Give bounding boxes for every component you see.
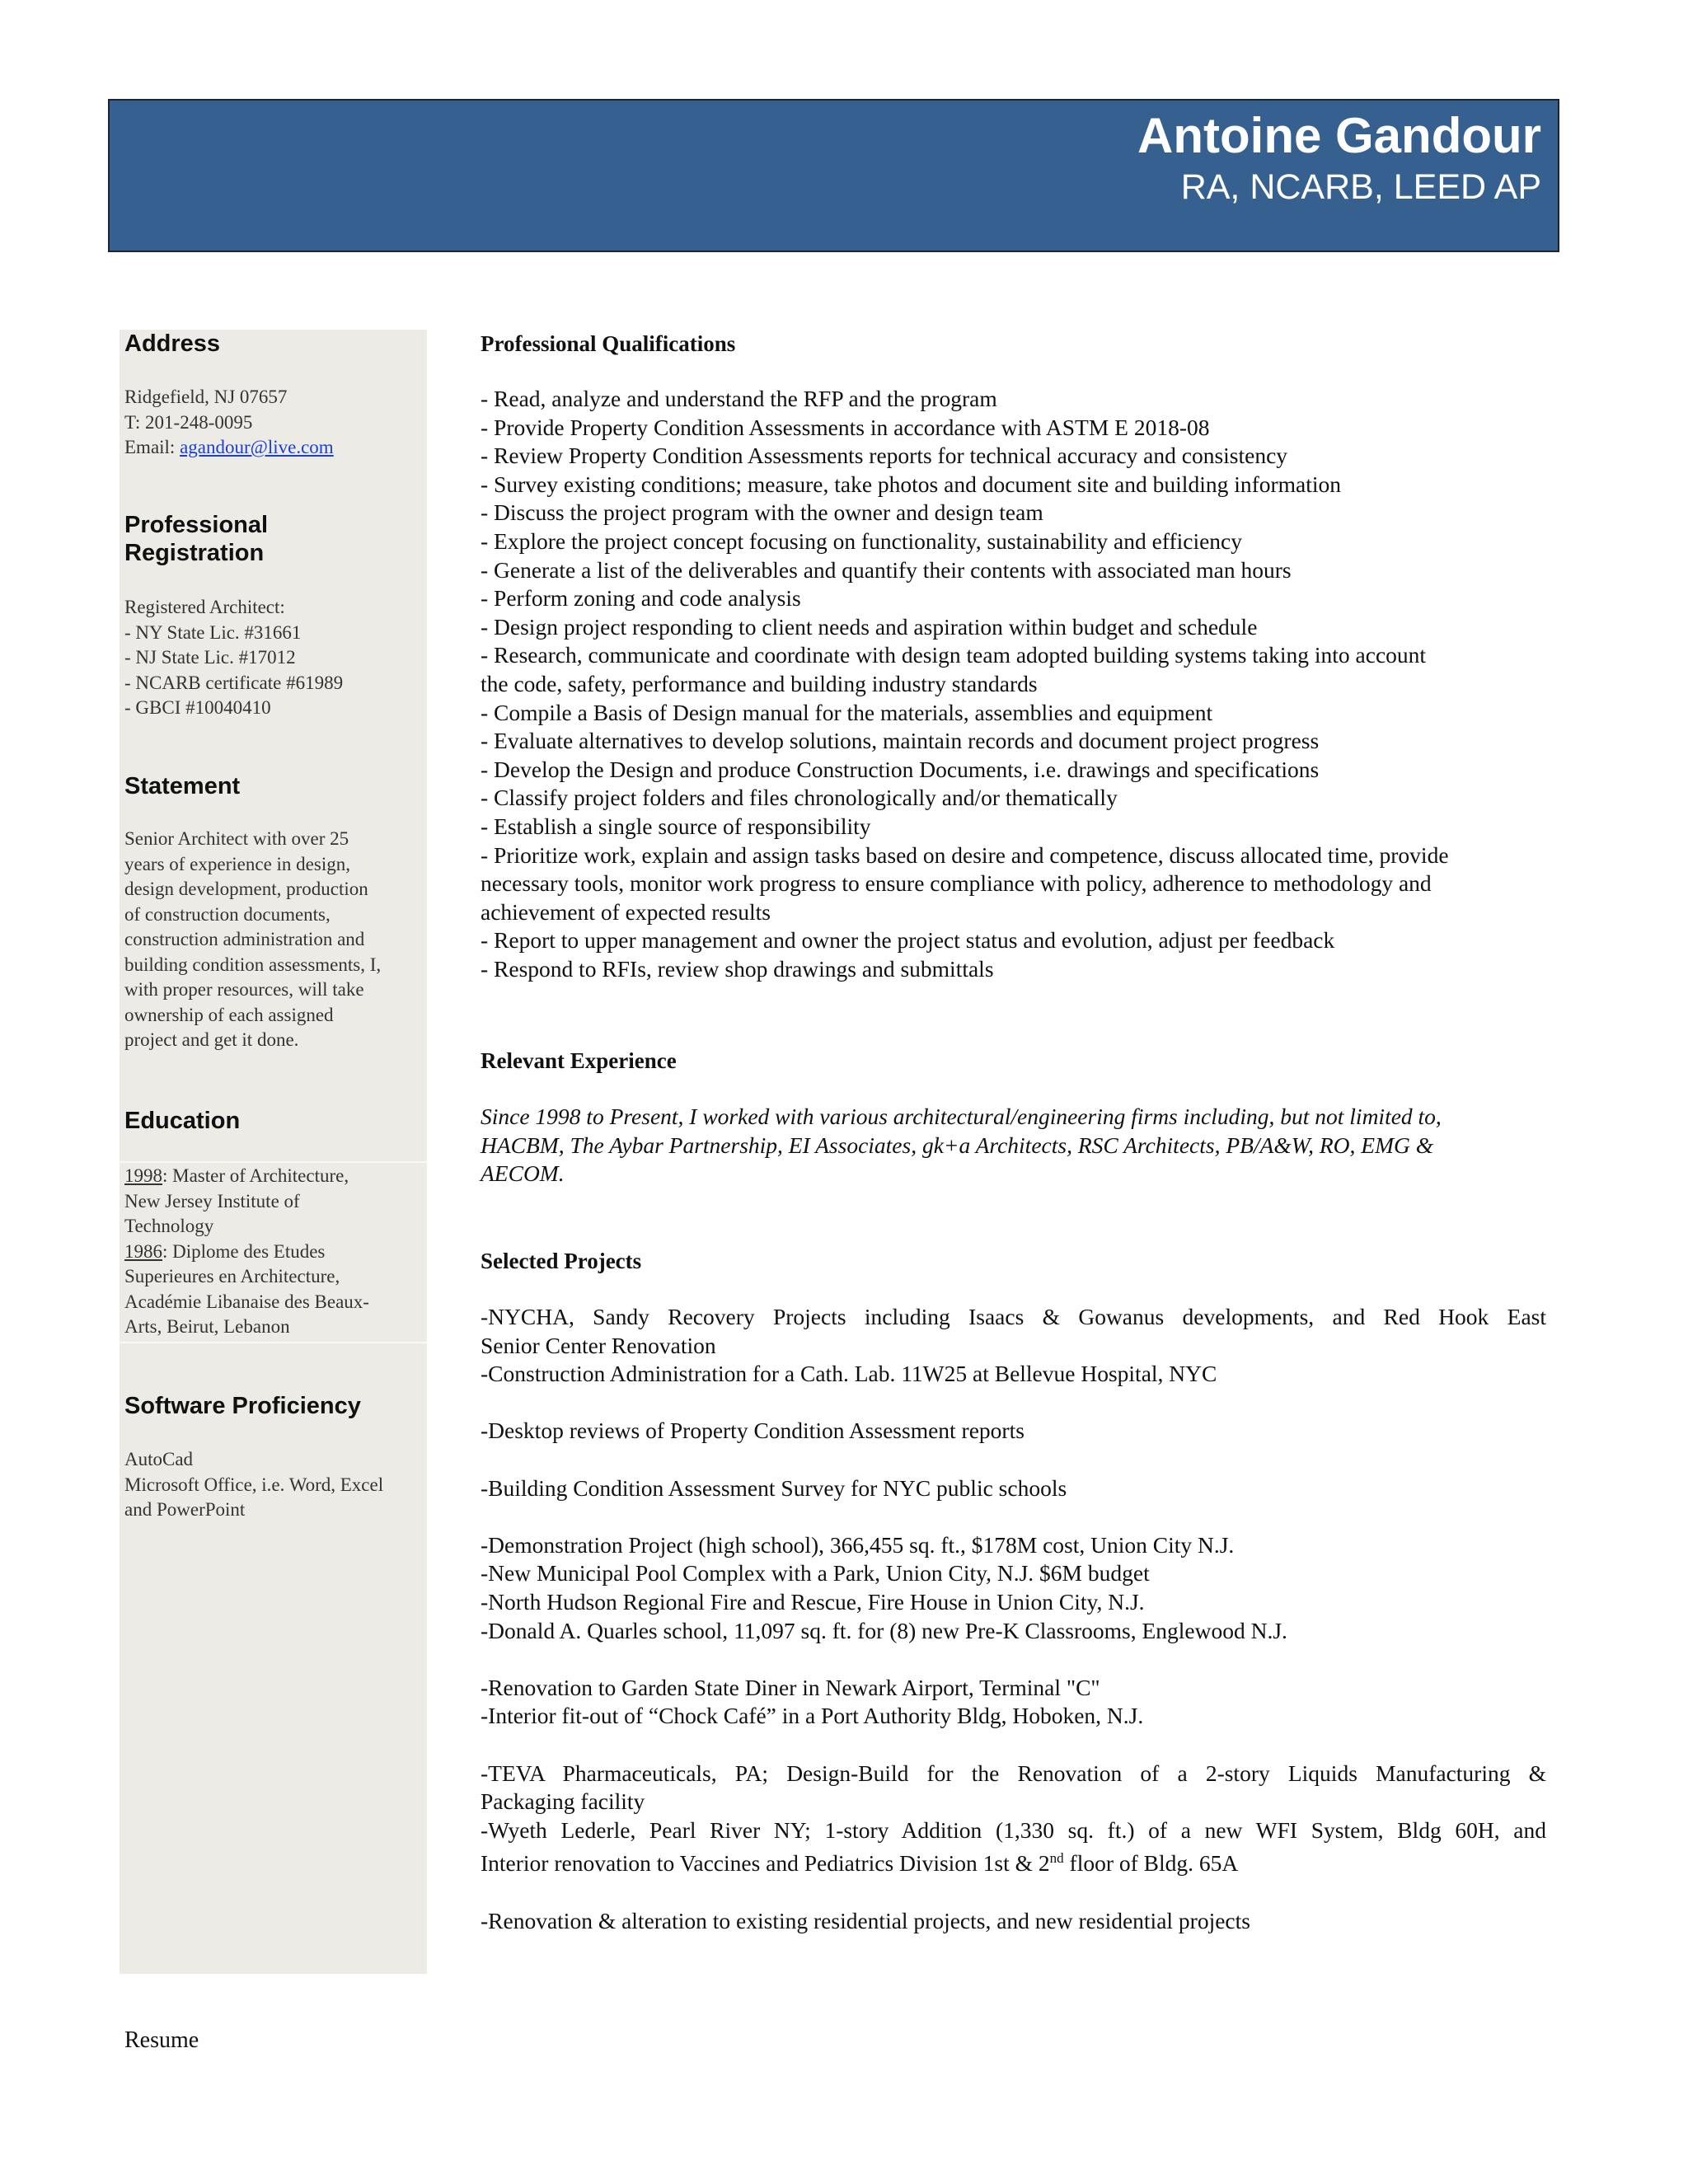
project-item: -Renovation & alteration to existing residential projects, and new residential projects [481, 1907, 1250, 1933]
qualification-item: - Discuss the project program with the owner and design team [481, 499, 1043, 526]
sidebar [120, 330, 427, 1974]
software-block [124, 1447, 417, 1523]
qualification-item: - Review Property Condition Assessments reports for technical accuracy and consistency [481, 443, 1288, 469]
footer-label: Resume [124, 2027, 199, 2053]
education-year: 1986 [124, 1240, 162, 1262]
qualification-item: necessary tools, monitor work progress to ensure compliance with policy, adherence to methodology and [481, 870, 1432, 897]
statement-line: project and get it done. [124, 1029, 299, 1050]
projects-heading: Selected Projects [481, 1249, 642, 1273]
experience-line: HACBM, The Aybar Partnership, EI Associates, gk+a Architects, RSC Architects, PB/A&W, RO, EMG & [481, 1132, 1434, 1158]
qualification-item: - Perform zoning and code analysis [481, 585, 801, 612]
education-block [124, 1164, 417, 1340]
qualification-item: - Prioritize work, explain and assign tasks based on desire and competence, discuss allocated time, provide [481, 841, 1449, 868]
spacer [481, 1878, 1546, 1907]
email-label: Email: [124, 437, 181, 457]
qualification-item: - Generate a list of the deliverables and quantify their contents with associated man hours [481, 556, 1292, 583]
registration-heading-line2: Registration [124, 540, 265, 566]
qualification-item: - Classify project folders and files chronologically and/or thematically [481, 785, 1118, 811]
statement-line: of construction documents, [124, 903, 331, 925]
spacer [481, 1502, 1546, 1531]
education-degree: : Master of Architecture, [162, 1165, 349, 1186]
statement-line: years of experience in design, [124, 853, 350, 874]
statement-line: ownership of each assigned [124, 1004, 334, 1025]
ordinal-superscript: nd [1049, 1850, 1064, 1867]
education-divider-top [120, 1161, 427, 1163]
address-block [124, 385, 417, 461]
education-entry-1 [124, 1164, 417, 1189]
project-item: Senior Center Renovation [481, 1332, 716, 1358]
education-line: Superieures en Architecture, [124, 1266, 340, 1286]
education-divider-bottom [120, 1342, 427, 1343]
education-line: Arts, Beirut, Lebanon [124, 1316, 290, 1337]
experience-line: Since 1998 to Present, I worked with various architectural/engineering firms including, but not limited to, [481, 1104, 1442, 1129]
education-line: New Jersey Institute of [124, 1190, 300, 1212]
experience-text [481, 1103, 1546, 1188]
project-item: -TEVA Pharmaceuticals, PA; Design-Build for the Renovation of a 2-story Liquids Manufacturing & [481, 1760, 1546, 1786]
education-degree: : Diplome des Etudes [162, 1240, 326, 1262]
experience-heading: Relevant Experience [481, 1048, 677, 1073]
credentials: RA, NCARB, LEED AP [1180, 167, 1541, 207]
address-heading: Address [124, 330, 221, 357]
registration-line: Registered Architect: [124, 597, 285, 617]
spacer [481, 1645, 1546, 1674]
registration-line: - NJ State Lic. #17012 [124, 647, 296, 668]
qualification-item: - Respond to RFIs, review shop drawings and submittals [481, 955, 994, 982]
statement-line: Senior Architect with over 25 [124, 828, 349, 849]
project-item: -Wyeth Lederle, Pearl River NY; 1-story Addition (1,330 sq. ft.) of a new WFI System, Bldg 60H, and [481, 1816, 1546, 1843]
statement-line: building condition assessments, I, [124, 954, 382, 975]
qualification-item: - Develop the Design and produce Construction Documents, i.e. drawings and specifications [481, 756, 1320, 782]
qualification-item: - Provide Property Condition Assessments in accordance with ASTM E 2018-08 [481, 414, 1210, 440]
registration-line: - NY State Lic. #31661 [124, 621, 302, 643]
qualification-item: - Read, analyze and understand the RFP and the program [481, 386, 997, 411]
qualifications-heading: Professional Qualifications [481, 331, 736, 356]
project-item: -Renovation to Garden State Diner in Newark Airport, Terminal "C" [481, 1674, 1100, 1700]
experience-line: AECOM. [481, 1160, 565, 1187]
registration-block [124, 595, 417, 721]
qualification-item: - Explore the project concept focusing on functionality, sustainability and efficiency [481, 527, 1243, 554]
address-city: Ridgefield, NJ 07657 [124, 387, 288, 407]
qualifications-list [481, 385, 1546, 983]
project-item: -North Hudson Regional Fire and Rescue, Fire House in Union City, N.J. [481, 1588, 1145, 1615]
qualification-item: - Design project responding to client needs and aspiration within budget and schedule [481, 613, 1258, 640]
project-item: -New Municipal Pool Complex with a Park, Union City, N.J. $6M budget [481, 1560, 1150, 1586]
project-item: -Desktop reviews of Property Condition Assessment reports [481, 1418, 1025, 1444]
projects-list [481, 1303, 1546, 1935]
project-item: -Demonstration Project (high school), 366,455 sq. ft., $178M cost, Union City N.J. [481, 1531, 1235, 1558]
address-email-line [124, 435, 417, 461]
qualification-item: - Compile a Basis of Design manual for the materials, assemblies and equipment [481, 699, 1213, 725]
software-line: and PowerPoint [124, 1499, 246, 1520]
email-link[interactable]: agandour@live.com [180, 437, 334, 457]
qualification-item: the code, safety, performance and building industry standards [481, 670, 1038, 696]
project-item: -Donald A. Quarles school, 11,097 sq. ft. for (8) new Pre-K Classrooms, Englewood N.J. [481, 1617, 1287, 1643]
qualification-item: - Evaluate alternatives to develop solutions, maintain records and document project progress [481, 728, 1320, 754]
education-entry-2 [124, 1240, 417, 1265]
statement-line: design development, production [124, 879, 368, 899]
education-line: Technology [124, 1216, 214, 1236]
applicant-name: Antoine Gandour [1137, 108, 1541, 163]
project-item: -NYCHA, Sandy Recovery Projects including Isaacs & Gowanus developments, and Red Hook East [481, 1304, 1546, 1329]
registration-line: - NCARB certificate #61989 [124, 672, 344, 693]
qualification-item: - Research, communicate and coordinate with design team adopted building systems taking into account [481, 642, 1427, 668]
spacer [481, 1731, 1546, 1760]
registration-heading [124, 511, 268, 567]
project-item: -Construction Administration for a Cath. Lab. 11W25 at Bellevue Hospital, NYC [481, 1361, 1217, 1387]
header-banner [108, 99, 1559, 252]
qualification-item: achievement of expected results [481, 898, 771, 925]
qualification-item: - Establish a single source of responsibility [481, 813, 871, 839]
software-line: Microsoft Office, i.e. Word, Excel [124, 1474, 384, 1495]
project-text: floor of Bldg. 65A [1063, 1850, 1239, 1877]
project-item: -Interior fit-out of “Chock Café” in a Port Authority Bldg, Hoboken, N.J. [481, 1703, 1144, 1729]
address-phone: T: 201-248-0095 [124, 411, 253, 433]
registration-line: - GBCI #10040410 [124, 697, 271, 718]
education-heading: Education [124, 1108, 241, 1134]
spacer [481, 1389, 1546, 1418]
qualification-item: - Report to upper management and owner the project status and evolution, adjust per feedback [481, 927, 1335, 954]
project-text: Interior renovation to Vaccines and Pediatrics Division 1st & 2 [481, 1850, 1050, 1877]
statement-block [124, 827, 417, 1053]
statement-heading: Statement [124, 773, 241, 799]
statement-line: with proper resources, will take [124, 979, 364, 1000]
project-item: Packaging facility [481, 1788, 645, 1815]
education-line: Académie Libanaise des Beaux- [124, 1291, 369, 1312]
software-line: AutoCad [124, 1449, 194, 1469]
project-item [481, 1844, 1546, 1878]
software-heading: Software Proficiency [124, 1393, 361, 1419]
registration-heading-line1: Professional [124, 512, 269, 538]
spacer [481, 1446, 1546, 1474]
qualification-item: - Survey existing conditions; measure, take photos and document site and building information [481, 471, 1342, 497]
education-year: 1998 [124, 1165, 162, 1186]
project-item: -Building Condition Assessment Survey for NYC public schools [481, 1474, 1067, 1501]
statement-line: construction administration and [124, 929, 365, 949]
